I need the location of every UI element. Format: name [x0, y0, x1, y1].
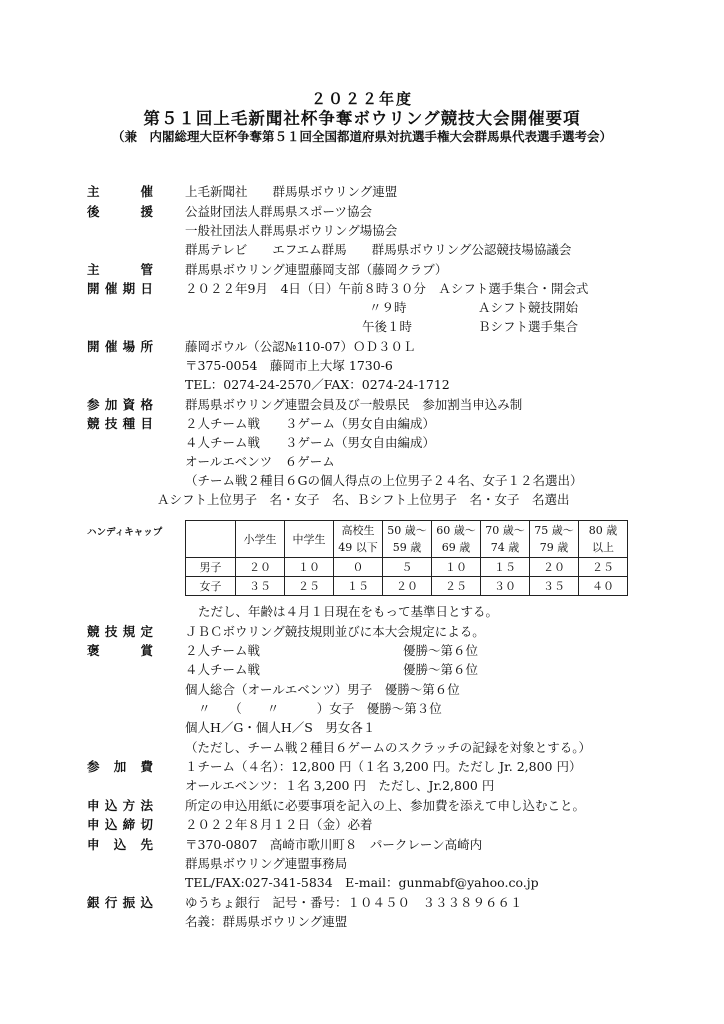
handicap-cell: １５ [481, 558, 530, 577]
venue-line-2: 〒375-0054 藤岡市上大塚 1730-6 [185, 358, 393, 373]
handicap-header-cell: 60 歳～ 69 歳 [432, 521, 481, 558]
organizer-value: 上毛新聞社 群馬県ボウリング連盟 [185, 184, 398, 199]
label-date: 開 催 期 日 [87, 281, 153, 296]
handicap-cell: ４０ [579, 577, 628, 596]
application-method-value: 所定の申込用紙に必要事項を記入の上、参加費を添えて申し込むこと。 [185, 798, 586, 813]
awards-line-1-event: ２人チーム戦 [185, 643, 261, 658]
support-line-1: 公益財団法人群馬県スポーツ協会 [185, 204, 373, 219]
fee-line-2: オールエベンツ：１名 3,200 円 ただし、Jr.2,800 円 [185, 778, 495, 793]
handicap-row-female [186, 577, 628, 596]
events-line-5: Ａシフト上位男子 名・女子 名、Ｂシフト上位男子 名・女子 名選出 [157, 492, 570, 507]
handicap-header-cell: 80 歳 以上 [579, 521, 628, 558]
date-line-3-event: Ｂシフト選手集合 [478, 319, 579, 334]
label-handicap: ハンディキャップ [87, 527, 163, 538]
handicap-cell: ３５ [530, 577, 579, 596]
awards-line-2-rank: 優勝～第６位 [403, 662, 479, 677]
handicap-note: ただし、年齢は４月１日現在をもって基準日とする。 [198, 604, 499, 619]
label-bank-transfer: 銀 行 振 込 [87, 895, 153, 910]
label-eligibility: 参 加 資 格 [87, 397, 153, 412]
handicap-header-cell: 高校生 49 以下 [334, 521, 383, 558]
handicap-header-cell: 75 歳～ 79 歳 [530, 521, 579, 558]
label-venue: 開 催 場 所 [87, 339, 153, 354]
handicap-cell: ３０ [481, 577, 530, 596]
awards-line-3: 個人総合（オールエベンツ）男子 優勝～第６位 [185, 682, 460, 697]
deadline-value: ２０２２年８月１２日（金）必着 [185, 817, 373, 832]
label-rules: 競 技 規 定 [87, 624, 153, 639]
date-line-1: ２０２２年9月 4日（日）午前８時３０分 Ａシフト選手集合・開会式 [185, 281, 589, 296]
handicap-cell: ２０ [236, 558, 285, 577]
events-line-3: オールエベンツ ６ゲーム [185, 454, 335, 469]
handicap-row-label: 男子 [186, 558, 236, 577]
events-line-2: ４人チーム戦 ３ゲーム（男女自由編成） [185, 435, 436, 450]
handicap-cell: １０ [285, 558, 334, 577]
date-line-3-time: 午後１時 [362, 319, 413, 334]
handicap-header-cell: 小学生 [236, 521, 285, 558]
address-line-1: 〒370-0807 高崎市歌川町８ パークレーン高崎内 [185, 837, 483, 852]
handicap-cell: １０ [432, 558, 481, 577]
handicap-row-label: 女子 [186, 577, 236, 596]
label-deadline: 申 込 締 切 [87, 817, 153, 832]
handicap-corner-cell [186, 521, 236, 558]
venue-line-3: TEL：0274-24-2570／FAX：0274-24-1712 [185, 377, 450, 392]
host-value: 群馬県ボウリング連盟藤岡支部（藤岡クラブ） [185, 262, 448, 277]
document-year: ２０２２年度 [310, 90, 413, 108]
handicap-cell: １５ [334, 577, 383, 596]
handicap-row-male [186, 558, 628, 577]
document-subtitle: （兼 内閣総理大臣杯争奪第５１回全国都道府県対抗選手権大会群馬県代表選手選考会） [111, 129, 612, 144]
handicap-cell: ２５ [432, 577, 481, 596]
awards-line-6: （ただし、チーム戦２種目６ゲームのスクラッチの記録を対象とする。） [185, 740, 592, 755]
handicap-header-row [186, 521, 628, 558]
bank-line-1: ゆうちょ銀行 記号・番号：１０４５０ ３３３８９６６１ [185, 895, 523, 910]
handicap-cell: ２５ [285, 577, 334, 596]
label-application-address: 申 込 先 [87, 837, 153, 852]
venue-line-1: 藤岡ボウル（公認№110-07）ＯＤ３０Ｌ [185, 339, 416, 354]
label-awards: 褒 賞 [87, 643, 153, 658]
label-fee: 参 加 費 [87, 759, 153, 774]
awards-line-1-rank: 優勝～第６位 [403, 643, 479, 658]
date-line-2-time: 〃９時 [369, 300, 407, 315]
label-host: 主 管 [87, 262, 153, 277]
label-organizer: 主 催 [87, 184, 153, 199]
awards-line-2-event: ４人チーム戦 [185, 662, 261, 677]
events-line-1: ２人チーム戦 ３ゲーム（男女自由編成） [185, 416, 436, 431]
handicap-cell: ０ [334, 558, 383, 577]
support-line-2: 一般社団法人群馬県ボウリング場協会 [185, 223, 398, 238]
handicap-cell: ３５ [236, 577, 285, 596]
handicap-cell: ５ [383, 558, 432, 577]
awards-line-5: 個人H／G・個人H／S 男女各１ [185, 720, 376, 735]
handicap-header-cell: 70 歳～ 74 歳 [481, 521, 530, 558]
support-line-3: 群馬テレビ エフエム群馬 群馬県ボウリング公認競技場協議会 [185, 242, 572, 257]
awards-line-4: 〃 （ 〃 ）女子 優勝～第３位 [198, 701, 442, 716]
events-line-4: （チーム戦２種目６Gの個人得点の上位男子２４名、女子１２名選出） [185, 473, 583, 488]
handicap-header-cell: 中学生 [285, 521, 334, 558]
fee-line-1: １チーム（４名）：12,800 円（１名 3,200 円。ただし Jr. 2,800 円） [185, 759, 582, 774]
handicap-header-cell: 50 歳～ 59 歳 [383, 521, 432, 558]
document-title: 第５１回上毛新聞社杯争奪ボウリング競技大会開催要項 [143, 109, 581, 128]
address-line-2: 群馬県ボウリング連盟事務局 [185, 856, 348, 871]
handicap-cell: ２０ [530, 558, 579, 577]
label-support: 後 援 [87, 204, 153, 219]
handicap-cell: ２０ [383, 577, 432, 596]
handicap-table [185, 520, 628, 596]
date-line-2-event: Ａシフト競技開始 [478, 300, 579, 315]
handicap-cell: ２５ [579, 558, 628, 577]
address-line-3: TEL/FAX:027-341-5834 E-mail：gunmabf@yahoo.co.jp [185, 875, 539, 890]
rules-value: ＪＢＣボウリング競技規則並びに本大会規定による。 [185, 624, 485, 639]
label-application-method: 申 込 方 法 [87, 798, 153, 813]
eligibility-value: 群馬県ボウリング連盟会員及び一般県民 参加割当申込み制 [185, 397, 523, 412]
bank-line-2: 名義：群馬県ボウリング連盟 [185, 914, 348, 929]
label-events: 競 技 種 目 [87, 416, 153, 431]
